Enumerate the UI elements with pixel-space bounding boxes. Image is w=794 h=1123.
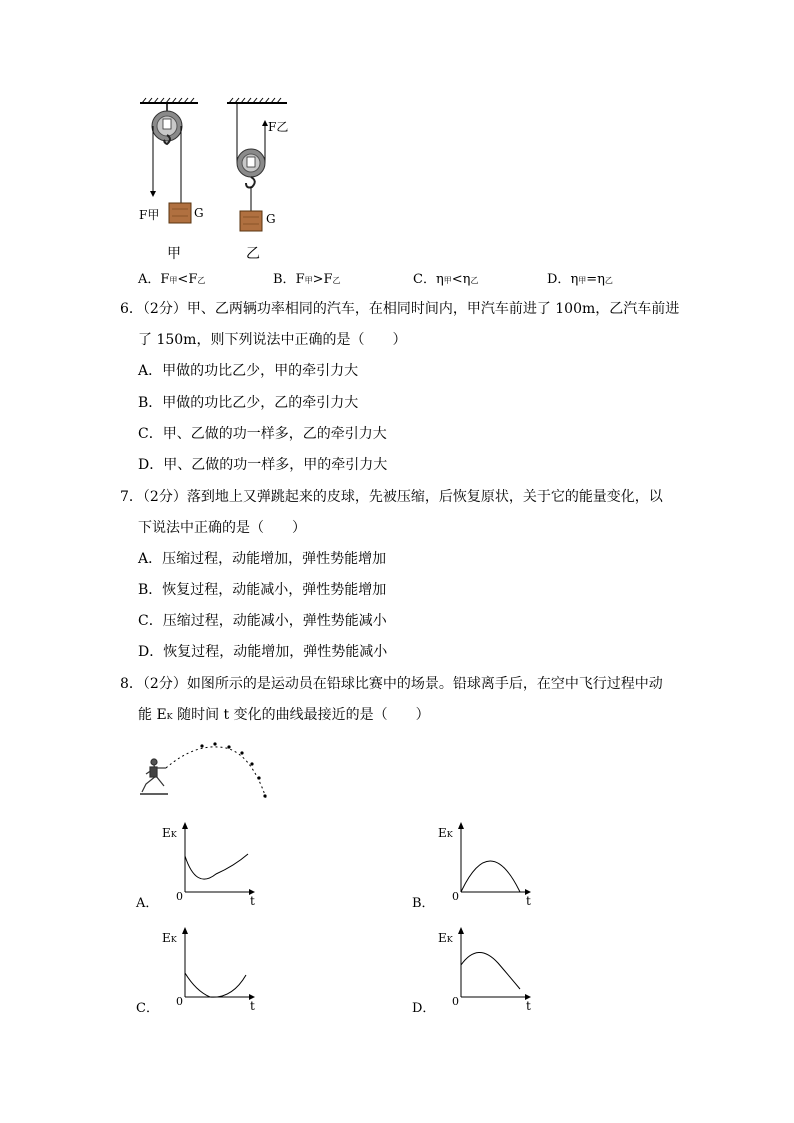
graph-option-a[interactable] xyxy=(136,820,266,912)
q8-stem-line2: 能 EK 随时间 t 变化的曲线最接近的是（ ） xyxy=(138,707,430,723)
graph-d-origin: 0 xyxy=(452,995,459,1008)
q7-stem-line2: 下说法中正确的是（ ） xyxy=(138,520,306,536)
label-force-jia: F甲 xyxy=(139,208,160,222)
graph-d-xlabel: t xyxy=(526,999,531,1013)
graph-c-letter: C． xyxy=(136,1001,159,1016)
q7-option-c[interactable]: C．压缩过程，动能减小，弹性势能减小 xyxy=(138,613,387,629)
graph-b-letter: B． xyxy=(412,896,435,911)
label-weight-right: G xyxy=(266,212,276,226)
q6-option-b[interactable]: B．甲做的功比乙少，乙的牵引力大 xyxy=(138,395,359,411)
ceiling-left xyxy=(140,98,198,103)
q6-option-a[interactable]: A．甲做的功比乙少，甲的牵引力大 xyxy=(138,363,359,379)
graph-d-curve xyxy=(461,952,520,989)
graph-d-letter: D． xyxy=(412,1001,436,1016)
graph-b-ylabel: EK xyxy=(438,826,453,840)
caption-jia: 甲 xyxy=(167,246,181,262)
q6-option-d[interactable]: D．甲、乙做的功一样多，甲的牵引力大 xyxy=(138,457,388,473)
graph-a-xlabel: t xyxy=(250,894,255,908)
label-force-yi: F乙 xyxy=(268,120,289,134)
q5-option-c[interactable]: C．η甲<η乙 xyxy=(413,272,479,287)
ceiling-right xyxy=(227,98,287,103)
graph-b-curve xyxy=(461,861,520,892)
q5-option-b[interactable]: B．F甲>F乙 xyxy=(273,272,341,287)
graph-a-curve xyxy=(185,854,248,879)
graph-c-curve xyxy=(185,973,246,997)
q6-stem-line1: 6．（2分）甲、乙两辆功率相同的汽车，在相同时间内，甲汽车前进了 100m，乙汽车前进 xyxy=(120,301,680,317)
graph-a-letter: A． xyxy=(136,896,159,911)
q5-option-a[interactable]: A．F甲<F乙 xyxy=(138,272,206,287)
graph-option-c[interactable] xyxy=(136,925,266,1017)
q6-stem-line2: 了 150m，则下列说法中正确的是（ ） xyxy=(138,332,407,348)
shot-put-illustration xyxy=(136,740,276,802)
graph-c-origin: 0 xyxy=(176,995,183,1008)
q8-stem-line1: 8．（2分）如图所示的是运动员在铅球比赛中的场景。铅球离手后，在空中飞行过程中动 xyxy=(120,676,663,692)
label-weight-left: G xyxy=(194,206,204,220)
graph-b-xlabel: t xyxy=(526,894,531,908)
athlete-figure xyxy=(140,759,168,794)
graph-c-xlabel: t xyxy=(250,999,255,1013)
graph-c-plot xyxy=(176,925,256,1000)
graph-a-ylabel: EK xyxy=(162,826,177,840)
fixed-pulley xyxy=(150,103,191,223)
caption-yi: 乙 xyxy=(246,246,260,262)
q7-option-a[interactable]: A．压缩过程，动能增加，弹性势能增加 xyxy=(138,551,387,567)
graph-c-ylabel: EK xyxy=(162,931,177,945)
q6-option-c[interactable]: C．甲、乙做的功一样多，乙的牵引力大 xyxy=(138,426,387,442)
graph-b-plot xyxy=(452,820,532,895)
graph-b-origin: 0 xyxy=(452,890,459,903)
graph-a-origin: 0 xyxy=(176,890,183,903)
graph-d-ylabel: EK xyxy=(438,931,453,945)
graph-d-plot xyxy=(452,925,532,1000)
graph-option-b[interactable] xyxy=(412,820,542,912)
q7-option-b[interactable]: B．恢复过程，动能减小，弹性势能增加 xyxy=(138,582,387,598)
movable-pulley xyxy=(237,103,268,231)
q5-option-d[interactable]: D．η甲=η乙 xyxy=(547,272,613,287)
q7-stem-line1: 7．（2分）落到地上又弹跳起来的皮球，先被压缩，后恢复原状，关于它的能量变化，以 xyxy=(120,489,663,505)
q7-option-d[interactable]: D．恢复过程，动能增加，弹性势能减小 xyxy=(138,644,388,660)
graph-a-plot xyxy=(176,820,256,895)
graph-option-d[interactable] xyxy=(412,925,542,1017)
